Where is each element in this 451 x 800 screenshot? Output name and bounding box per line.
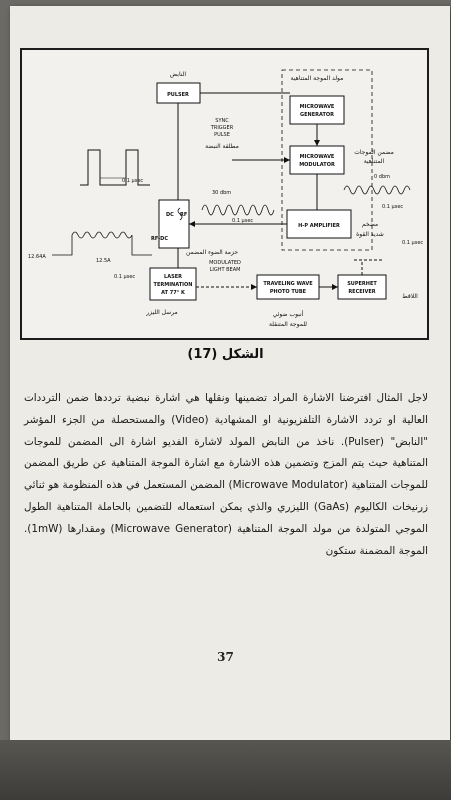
laser-ar-label: مرسل الليزر xyxy=(146,309,178,316)
rf-dc-label: RF-DC xyxy=(151,236,169,242)
superhet-label-2: RECEIVER xyxy=(348,289,376,295)
superhet-receiver-box xyxy=(338,275,386,299)
tube-ar-label-1: أنبوب ضوئي xyxy=(272,311,304,318)
usec-label-4: 0.1 µsec xyxy=(114,274,136,280)
generator-ar-label: مولد الموجة المتناهية xyxy=(290,75,344,82)
figure-caption: الشكل (17) xyxy=(187,347,264,362)
traveling-wave-label-2: PHOTO TUBE xyxy=(269,289,307,295)
body-text xyxy=(24,388,428,562)
body-paragraph: لاجل المثال افترضنا الاشارة المراد تضمينها ونقلها هي اشارة نبضية ترددها ضمن الترددات العالية او تردد الاشارة التلفزيونية او المشهادية (Video) والمستحصلة من الجزء المؤشر "النابض" (Pulser). ناخذ من النابض المولد لاشارة الفديو اشارة الى المضمن للموجات المتناهية حيث يتم المزج وتضمين هذه الاشارة مع اشارة الموجة المتناهية عن طريق المضمن للموجات المتناهية (Microwave Modulator) المضمن المستعمل في هذه المنظومة هو ثنائي زرنيخات الكاليوم (GaAs) الليزري والذي يمكن استعماله للتضمين بالحاملة المتناهية الطول الموجي المتولدة من مولد الموجة المتناهية (Microwave Generator) ومقدارها (1mW). الموجة المضمنة ستكون xyxy=(24,392,429,557)
pulser-box-label: PULSER xyxy=(167,92,189,98)
microwave-modulator-box xyxy=(290,146,344,174)
microwave-generator-label-2: GENERATOR xyxy=(300,112,334,118)
sync-ar-label: مطلقة النبضة xyxy=(205,143,239,150)
burst-30dbm xyxy=(202,205,274,215)
pulser-ar-label: النابض xyxy=(169,71,187,78)
current-label-2: 12.5A xyxy=(96,258,111,264)
sync-label-2: TRIGGER xyxy=(210,125,234,131)
tube-ar-label-2: للموجة المتنقلة xyxy=(268,321,308,328)
receiver-arrow xyxy=(332,284,338,290)
hp-amplifier-label: H-P AMPLIFIER xyxy=(298,223,340,229)
sync-arrow xyxy=(284,157,290,163)
laser-termination-label-3: AT 77° K xyxy=(161,290,185,296)
amplifier-ar-label-2: شديد القوة xyxy=(356,231,384,238)
microwave-generator-label-1: MICROWAVE xyxy=(299,104,335,110)
modulator-ar-label-1: مضمن الموجات xyxy=(354,149,394,156)
superhet-label-1: SUPERHET xyxy=(347,281,377,287)
table-surface xyxy=(0,740,451,800)
page-number: 37 xyxy=(217,650,234,664)
figure-block-diagram xyxy=(20,48,429,340)
sync-label-1: SYNC xyxy=(215,118,229,124)
microwave-modulator-label-2: MODULATOR xyxy=(299,162,335,168)
dc-label: DC xyxy=(166,212,174,218)
sync-label-3: PULSE xyxy=(214,132,230,138)
microwave-modulator-label-1: MICROWAVE xyxy=(299,154,335,160)
usec-label-1: 0.1 µsec xyxy=(122,178,144,184)
microwave-generator-box xyxy=(290,96,344,124)
laser-termination-label-2: TERMINATION xyxy=(153,282,193,288)
beam-label-1: MODULATED xyxy=(209,260,241,266)
dbm-mid-label: 30 dbm xyxy=(212,190,232,196)
modulator-ar-label-2: المتناهية xyxy=(363,158,385,165)
laser-termination-label-1: LASER xyxy=(164,274,182,280)
beam-label-2: LIGHT BEAM xyxy=(209,267,241,273)
current-pulse xyxy=(52,232,152,255)
receiver-ar-label: اللاقط xyxy=(402,293,418,300)
usec-label-5: 0.1 µsec xyxy=(402,240,424,246)
usec-label-2: 0.1 µsec xyxy=(382,204,404,210)
traveling-wave-label-1: TRAVELING WAVE xyxy=(263,281,313,287)
current-label-1: 12.64A xyxy=(28,254,46,260)
burst-0dbm xyxy=(344,186,410,194)
usec-label-3: 0.1 µsec xyxy=(232,218,254,224)
amp-arrow xyxy=(189,221,195,227)
block-diagram-svg xyxy=(22,50,427,338)
amplifier-ar-label-1: مضخم xyxy=(361,221,379,228)
traveling-wave-box xyxy=(257,275,319,299)
beam-arrow xyxy=(251,284,257,290)
dbm-top-label: 0 dbm xyxy=(374,174,390,180)
gen-arrow xyxy=(314,140,320,146)
beam-ar-label: حزمة الضوء المضمن xyxy=(185,249,239,256)
rf-label: RF xyxy=(180,212,188,218)
